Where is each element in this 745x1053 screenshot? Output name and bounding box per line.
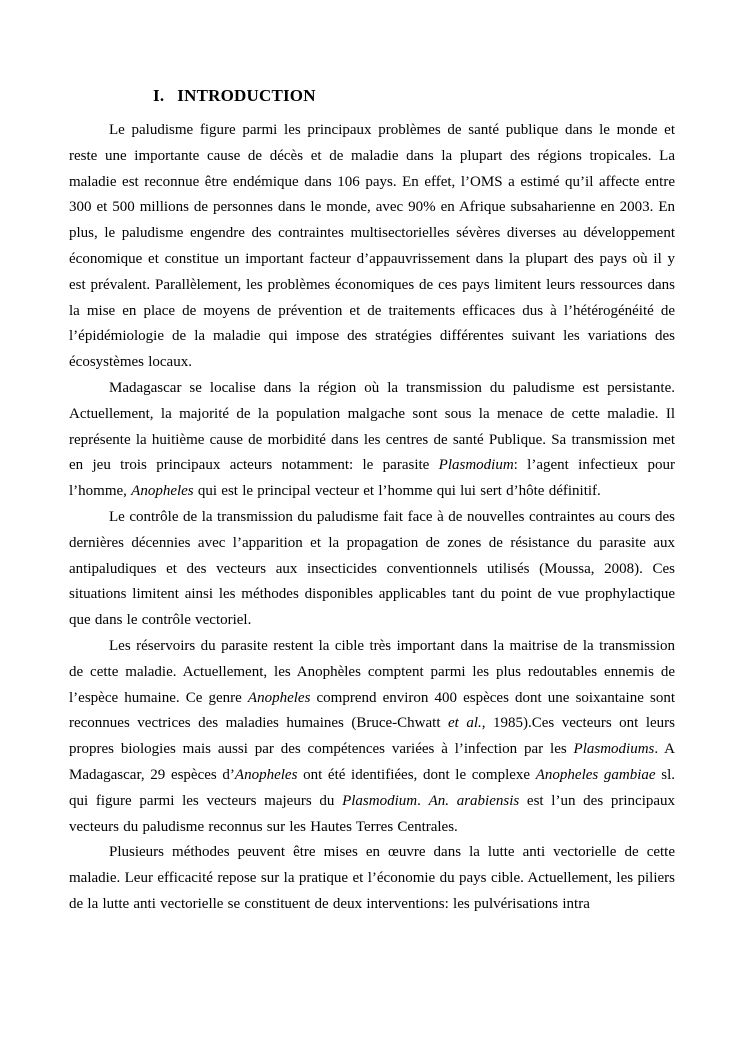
- text-run: sl. qui figure parmi les vecteurs majeurs du: [69, 766, 675, 809]
- paragraph: [69, 376, 675, 505]
- text-run: . A Madagascar, 29 espèces d’: [69, 741, 675, 783]
- document-body: [69, 118, 675, 918]
- section-heading: [153, 85, 675, 107]
- text-run: Plasmodium: [438, 457, 514, 474]
- text-run: est l’un des principaux vecteurs du paludisme reconnus sur les Hautes Terres Centrales.: [69, 792, 676, 835]
- section-heading-title: INTRODUCTION: [177, 86, 316, 105]
- section-heading-number: I.: [153, 86, 165, 105]
- text-run: Plusieurs méthodes peuvent être mises en œuvre dans la lutte anti vectorielle de cette maladie. Leur efficacité repose sur la pratique et l’économie du pays cible. Actuellement, les piliers de la lutte anti vectorielle se constituent de deux interventions: les pulvérisations intra: [69, 844, 675, 912]
- text-run: Anopheles: [131, 483, 194, 500]
- text-run: Anopheles gambiae: [535, 766, 656, 783]
- text-run: : l’agent infectieux pour l’homme,: [69, 457, 675, 500]
- text-run: ont été identifiées, dont le complexe: [297, 766, 536, 783]
- text-run: Plasmodium: [342, 792, 418, 809]
- text-run: Le paludisme figure parmi les principaux problèmes de santé publique dans le monde et reste une importante cause de décès et de maladie dans la plupart des régions tropicales. La maladie est reconnue être endémique dans 106 pays. En effet, l’OMS a estimé qu’il affecte entre 300 et 500 millions de personnes dans le monde, avec 90% en Afrique subsaharienne en 2003. En plus, le paludisme engendre des contraintes multisectorielles sévères diverses au développement économique et constitue un important facteur d’appauvrissement dans la plupart des pays où il y est prévalent. Parallèlement, les problèmes économiques de ces pays limitent leurs ressources dans la mise en place de moyens de prévention et de traitements efficaces dus à l’hétérogénéité de l’épidémiologie de la maladie qui impose des stratégies différentes suivant les variations des écosystèmes locaux.: [69, 122, 675, 371]
- paragraph: [69, 118, 675, 376]
- paragraph: [69, 840, 675, 917]
- text-run: Les réservoirs du parasite restent la cible très important dans la maitrise de la transmission de cette maladie. Actuellement, les Anophèles comptent parmi les plus redoutables ennemis de l’espèce humaine. Ce genre: [69, 637, 675, 706]
- text-run: Plasmodiums: [573, 741, 655, 758]
- text-run: .: [417, 792, 429, 809]
- paragraph: [69, 634, 675, 840]
- text-run: An. arabiensis: [428, 792, 520, 809]
- text-run: comprend environ 400 espèces dont une soixantaine sont reconnues vectrices des maladies humaines (Bruce-Chwatt: [69, 689, 675, 732]
- text-run: Anopheles: [247, 689, 311, 706]
- text-run: 1985).Ces vecteurs ont leurs propres biologies mais aussi par des compétences variées à l’infection par les: [69, 715, 675, 758]
- text-run: Anopheles: [234, 766, 298, 783]
- text-run: Madagascar se localise dans la région où la transmission du paludisme est persistante. Actuellement, la majorité de la population malgache sont sous la menace de cette maladie. Il représente la huitième cause de morbidité dans les centres de santé Publique. Sa transmission met en jeu trois principaux acteurs notamment: le parasite: [69, 379, 675, 474]
- paragraph: [69, 505, 675, 634]
- text-run: qui est le principal vecteur et l’homme qui lui sert d’hôte définitif.: [193, 483, 601, 500]
- text-run: et al.,: [448, 715, 486, 732]
- text-run: Le contrôle de la transmission du paludisme fait face à de nouvelles contraintes au cours des dernières décennies avec l’apparition et la propagation de zones de résistance du parasite aux antipaludiques et des vecteurs aux insecticides conventionnels utilisés (Moussa, 2008). Ces situations limitent ainsi les méthodes disponibles applicables tant du point de vue prophylactique que dans le contrôle vectoriel.: [69, 508, 675, 629]
